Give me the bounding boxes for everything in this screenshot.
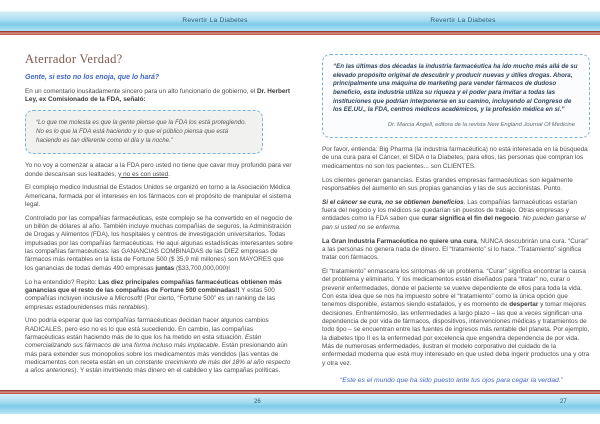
page-subtitle: Gente, si esto no los enoja, que lo hará? bbox=[25, 74, 160, 81]
page-title: Aterrador Verdad? bbox=[25, 52, 123, 66]
left-page bbox=[25, 52, 293, 381]
paragraph: Lo ha entendido? Repito: Las diez principales compañías farmacéuticas obtienen más ganancias que el resto de las compañías de Fortune 500 combinadas!! Y estas 500 compañías incluyen inclusive a Microsoft! (Por cierto, “Fortune 500” es un ranking de las empresas estadounidenses más rentables). bbox=[25, 278, 282, 311]
right-page bbox=[322, 52, 590, 402]
fda-quote-box bbox=[25, 110, 263, 154]
angell-quote-text: “En las últimas dos décadas la industria farmacéutica ha ido mucho más allá de su elevado propósito original de descubrir y producir nuevas y útiles drogas. Ahora, principalmente una máquina de marketing para vender fármacos de dudoso beneficio, esta industria utiliza su riqueza y el poder para invitar a todas las instituciones que podrían interponerse en su camino, incluyendo al Congreso de los EE.UU., la FDA, centros médicos académicos, y la profesión médica en sí.” bbox=[333, 63, 578, 114]
paragraph: Por favor, entienda: Big Pharma (la industria farmacéutica) no está interesada en la búsqueda de una cura para el Cáncer, el SIDA o la Diabetes, para ellos, las personas que compran los medicamentos no son los pacientes... son CLIENTES. bbox=[322, 146, 588, 170]
header-red-rule bbox=[0, 31, 600, 35]
paragraph: El complejo medico Industrial de Estados Unidos se organizó en torno a la Asociación Médica Americana, formada por el intereses en los fármacos con el propósito de manipular el sistema legal. bbox=[25, 184, 292, 208]
angell-quote-attribution: Dr. Marcia Angell, editora de la revista New England Journal Of Medicine bbox=[387, 122, 575, 129]
header-title-right: Revertir La Diabetes bbox=[430, 17, 496, 24]
paragraph: Los clientes generan ganancias. Estas grandes empresas farmacéuticas son legalmente responsables del aumento en sus propias ganancias y las de sus accionistas. Punto. bbox=[322, 176, 573, 192]
page-number-right: 27 bbox=[560, 399, 567, 405]
fda-quote-text: “Lo que me molesta es que la gente piense que la FDA los está protegiendo. No es lo que la FDA está haciendo y lo que el público piensa que está haciendo es tan diferente como el día y la noche.” bbox=[36, 119, 247, 144]
header-title-left: Revertir La Diabetes bbox=[182, 17, 248, 24]
paragraph: Si el cáncer se cura, no se obtienen beneficios. Las compañías farmacéuticas estarían fuera del negocio y los médicos se quedarían sin puestos de trabajo. Otras empresas y entidades como la FDA saben que curar significa el fin del negocio. No pueden ganarse el pan si usted no se enferma. bbox=[322, 198, 586, 231]
page-number-left: 26 bbox=[254, 399, 261, 405]
angell-quote-box bbox=[322, 54, 590, 138]
paragraph: Yo no voy a comenzar a atacar a la FDA pero usted no tiene que cavar muy profundo para ver donde descansan sus lealtades, y no es con usted. bbox=[25, 162, 292, 178]
footer-band bbox=[0, 394, 600, 414]
intro-paragraph: En un comentario inusitadamente sincero para un alto funcionario de gobierno, el Dr. Herbert Ley, ex Comisionado de la FDA, señaló: bbox=[25, 88, 291, 104]
paragraph: Controlado por las compañías farmacéuticas, este complejo se ha convertido en el negocio de un billón de dólares al año. También incluye muchas compañías de seguros, la Administración de Drogas y Alimentos (FDA), los hospitales y centros de investigación universitarios. Todas impulsadas por las compañías farmacéuticas. He aquí algunas estadísticas interesantes sobre las compañías farmacéuticas: las GANANCIAS COMBINADAS de las DIEZ empresas de fármacos más rentables en la lista de Fortune 500 ($ 35,9 mil millones) son MAYORES que los ganancias de todas demás 490 empresas juntas ($33,700,000,000)! bbox=[25, 214, 293, 272]
paragraph: La Gran Industria Farmacéutica no quiere una cura, NUNCA descubrirán una cura. “Curar” a las personas no genera nada de dinero. El “tratamiento” si lo hace. “Tratamiento” significa tratar con fármacos. bbox=[322, 237, 589, 262]
matrix-quote: “Este es el mundo que ha sido puesto ante tus ojos para cegar la verdad.” bbox=[340, 377, 563, 385]
paragraph: El “tratamiento” enmascara los síntomas de un problema. “Curar” significa encontrar la causa del problema y eliminarlo. Y los medicamentos están diseñados para “tratar” no, curar o prevenir enfermedades, donde el paciente se vuelve dependiente de ellos para toda la vida. Con esta idea que se nos ha impuesto sobre el “tratamiento” como la única opción que tenemos disponible, estamos siendo estafados, y es momento de despertar y tomar mejores decisiones. Enfrentémoslo, las enfermedades a largo plazo – las que a veces significan una dependencia de por vida de fármacos, dispositivos, intervenciones médicas y tratamientos de todo tipo – se encuentran entre las fuentes de ingresos más rentable del planeta. Por ejemplo, la diabetes tipo II es la enfermedad por excelencia que engendra dependencia de por vida. Más de numerosas enfermedades, ilustran el modelo corporativo del cuidado de la enfermedad moderna que está muy interesado en que usted deba ingerir productos una y otra y otra vez. bbox=[322, 268, 590, 367]
paragraph: Uno podría esperar que las compañías farmacéuticas decidan hacer algunos cambios RADICALES, pero eso no es lo que está sucediendo. En cambio, las compañías farmacéuticas están haciendo más de lo que los ha metido en esta situación. Están comercializando sus fármacos de una forma incluso más implacable. Están presionando aún más para extender sus monopolios sobre los medicamentos más vendidos (las ventas de medicamentos con receta están en un constante crecimiento de más del 18% al año respecto a años anteriores). Y están invirtiendo más dinero en el cabildeo y las campañas políticas. bbox=[25, 317, 291, 375]
